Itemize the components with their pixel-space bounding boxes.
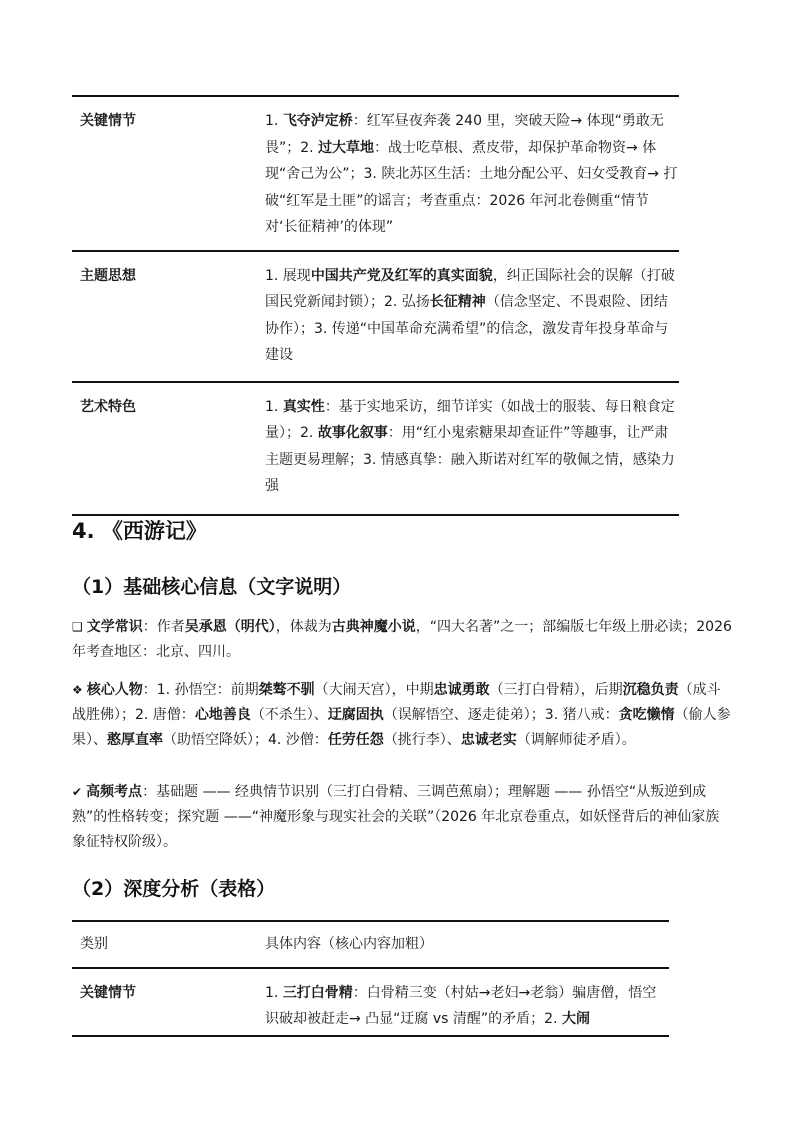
text-run: ：战士吃草根、煮皮带，却保护革命物资→ 体现“舍己为公”；3. 陕北苏区生活：土地分配公平、妇女受教育→ 打破“红军是土匪”的谣言；考查重点：2026 年河北卷侧重“情节对‘长征精神’的体现” bbox=[265, 139, 678, 235]
text-run: （误解悟空、逐走徒弟）；3. 猪八戒： bbox=[383, 707, 619, 723]
text-run: 沉稳负责 bbox=[622, 682, 679, 698]
text-run: 迂腐固执 bbox=[327, 707, 384, 723]
row-category: 艺术特色 bbox=[80, 398, 136, 415]
text-run: 1. bbox=[265, 984, 283, 1001]
text-run: 任劳任怨 bbox=[327, 732, 384, 748]
checkbox-bullet-icon: ❑ bbox=[72, 620, 83, 634]
text-run: 核心人物 bbox=[86, 682, 143, 698]
section-title: 4. 《西游记》 bbox=[72, 519, 207, 543]
text-run: 故事化叙事 bbox=[317, 425, 388, 441]
text-run: 憨厚直率 bbox=[107, 732, 163, 748]
header-content: 具体内容（核心内容加粗） bbox=[265, 936, 433, 952]
text-run: （大闹天宫），中期 bbox=[314, 682, 434, 698]
text-run: 吴承恩（明代） bbox=[184, 619, 276, 635]
text-run: ：作者 bbox=[142, 619, 185, 635]
text-run: （偷人参果）、 bbox=[72, 707, 731, 748]
table1-row bbox=[72, 97, 679, 251]
text-run: 长征精神 bbox=[429, 294, 486, 310]
text-run: （助悟空降妖）；4. 沙僧： bbox=[163, 732, 328, 748]
text-run: 忠诚老实 bbox=[460, 732, 517, 748]
row-category: 关键情节 bbox=[80, 984, 136, 1001]
diamond-bullet-icon: ❖ bbox=[72, 683, 83, 697]
text-run: （成斗战胜佛）；2. 唐僧： bbox=[72, 682, 721, 723]
table1-row bbox=[72, 251, 679, 382]
table2-row bbox=[72, 968, 669, 1036]
paragraph-exam-points bbox=[72, 780, 732, 855]
text-run: 1. 展现 bbox=[265, 267, 311, 284]
text-run: 贪吃懒惰 bbox=[618, 707, 675, 723]
text-run: ，体裁为 bbox=[275, 619, 332, 635]
text-run: 飞夺泸定桥 bbox=[282, 113, 353, 129]
text-run: （调解师徒矛盾）。 bbox=[516, 732, 636, 748]
row-category: 主题思想 bbox=[80, 267, 136, 284]
row-content bbox=[265, 382, 679, 515]
text-run: （不杀生）、 bbox=[250, 707, 328, 723]
header-category: 类别 bbox=[80, 936, 108, 952]
text-run: ：基础题 —— 经典情节识别（三打白骨精、三调芭蕉扇）；理解题 —— 孙悟空“从叛逆到成熟”的性格转变；探究题 ——“神魔形象与现实社会的关联”（2026 年北京卷重点，如妖怪背后的神仙家族象征特权阶级）。 bbox=[72, 784, 720, 850]
check-bullet-icon: ✔ bbox=[72, 785, 83, 799]
text-run: ：白骨精三变（村姑→老妇→老翁）骗唐僧，悟空识破却被赶走→ 凸显“迂腐 vs 清醒”的矛盾；2. bbox=[265, 984, 657, 1027]
table2 bbox=[72, 922, 669, 1037]
text-run: 高频考点 bbox=[86, 784, 143, 800]
text-run: 古典神魔小说 bbox=[331, 619, 416, 635]
table1-row bbox=[72, 382, 679, 515]
text-run: 中国共产党及红军的真实面貌 bbox=[310, 267, 493, 284]
text-run: 三打白骨精 bbox=[282, 984, 353, 1001]
text-run: 桀骜不驯 bbox=[258, 682, 315, 698]
text-run: 1. bbox=[265, 398, 283, 415]
text-run: 大闹 bbox=[561, 1011, 590, 1027]
row-content bbox=[265, 968, 669, 1036]
text-run: ：基于实地采访，细节详实（如战士的服装、每日粮食定量）；2. bbox=[265, 398, 675, 441]
table1 bbox=[72, 97, 679, 516]
row-content bbox=[265, 97, 679, 251]
text-run: 过大草地 bbox=[318, 139, 375, 156]
text-run: ：用“红小鬼索糖果却查证件”等趣事，让严肃主题更易理解；3. 情感真挚：融入斯诺对红军的敬佩之情，感染力强 bbox=[265, 425, 675, 494]
text-run: ，“四大名著”之一；部编版七年级上册必读；2026 年考查地区：北京、四川。 bbox=[72, 619, 732, 660]
text-run: （三打白骨精），后期 bbox=[489, 682, 623, 698]
table2-header-row bbox=[72, 922, 669, 968]
row-content bbox=[265, 251, 679, 382]
paragraph-core-characters bbox=[72, 678, 732, 753]
subsection-title: （2）深度分析（表格） bbox=[72, 878, 276, 900]
text-run: 文学常识 bbox=[86, 619, 143, 635]
text-run: （挑行李）、 bbox=[383, 732, 461, 748]
text-run: 真实性 bbox=[282, 398, 325, 415]
row-category: 关键情节 bbox=[80, 113, 136, 129]
text-run: ：1. 孙悟空：前期 bbox=[142, 682, 259, 698]
text-run: 心地善良 bbox=[194, 707, 251, 723]
text-run: ：红军昼夜奔袭 240 里，突破天险→ 体现“勇敢无畏”；2. bbox=[265, 113, 664, 156]
subsection-title: （1）基础核心信息（文字说明） bbox=[72, 576, 352, 598]
paragraph-literary-facts bbox=[72, 615, 732, 665]
text-run: （信念坚定、不畏艰险、团结协作）；3. 传递“中国革命充满希望”的信念，激发青年投身革命与建设 bbox=[265, 294, 669, 363]
text-run: ，纠正国际社会的误解（打破国民党新闻封锁）；2. 弘扬 bbox=[265, 267, 675, 310]
text-run: 忠诚勇敢 bbox=[433, 682, 490, 698]
text-run: 1. bbox=[265, 113, 283, 129]
